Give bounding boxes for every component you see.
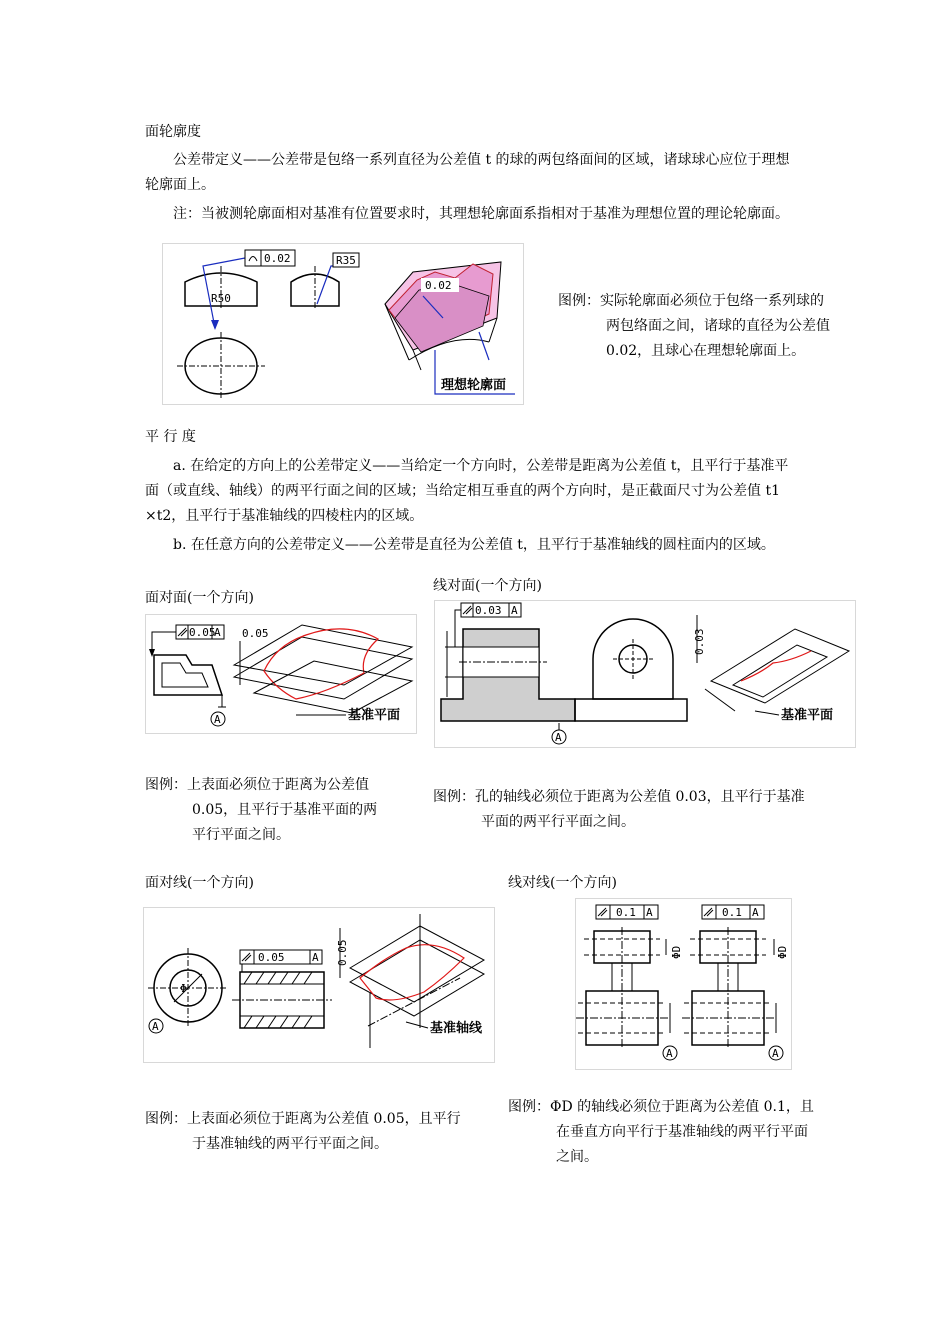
zone-tolerance: 0.02 <box>425 279 452 292</box>
frame-value: 0.1 <box>616 906 636 919</box>
datum-plane-label: 基准平面 <box>348 708 401 723</box>
datum-a: A <box>214 713 221 726</box>
section-title-surface-profile: 面轮廓度 <box>145 124 201 140</box>
subsection-title: 线对面(一个方向) <box>433 578 542 594</box>
frame-datum: A <box>646 906 653 919</box>
frame-datum: A <box>752 906 759 919</box>
frame-datum: A <box>511 604 518 617</box>
example-line: 于基准轴线的两平行平面之间。 <box>192 1136 388 1152</box>
r35-label: R35 <box>336 254 356 267</box>
definition-line: a. 在给定的方向上的公差带定义——当给定一个方向时，公差带是距离为公差值 t，且平行于基准平 <box>173 458 789 474</box>
subsection-title: 面对线(一个方向) <box>145 875 254 891</box>
definition-line: 面（或直线、轴线）的两平行面之间的区域；当给定相互垂直的两个方向时，是正截面尺寸为公差值 t1 <box>145 483 780 499</box>
datum-axis-label: 基准轴线 <box>430 1021 483 1036</box>
note-line: 注：当被测轮廓面相对基准有位置要求时，其理想轮廓面系指相对于基准为理想位置的理论轮廓面。 <box>173 206 789 222</box>
phi-d-label: ΦD <box>670 945 683 959</box>
definition-line: 公差带定义——公差带是包络一系列直径为公差值 t 的球的两包络面间的区域，诸球球心应位于理想 <box>173 152 790 168</box>
example-line: 图例：ΦD 的轴线必须位于距离为公差值 0.1，且 <box>508 1099 814 1115</box>
dimension-value: 0.05 <box>336 939 349 966</box>
datum-a: A <box>666 1047 673 1060</box>
section-title-parallelism: 平 行 度 <box>145 429 196 445</box>
subsection-title: 线对线(一个方向) <box>508 875 617 891</box>
definition-line: ×t2，且平行于基准轴线的四棱柱内的区域。 <box>145 508 424 524</box>
example-line: 图例：实际轮廓面必须位于包络一系列球的 <box>558 293 824 309</box>
r50-label: R50 <box>211 292 231 305</box>
frame-datum: A <box>214 626 221 639</box>
datum-a: A <box>152 1020 159 1033</box>
example-line: 图例：上表面必须位于距离为公差值 0.05，且平行 <box>145 1111 461 1127</box>
ideal-profile-label: 理想轮廓面 <box>441 378 507 393</box>
line-to-line-figure <box>575 898 792 1070</box>
frame-value: 0.05 <box>258 951 285 964</box>
example-line: 两包络面之间，诸球的直径为公差值 <box>606 318 830 334</box>
surface-profile-figure <box>162 243 524 405</box>
example-line: 平面的两平行平面之间。 <box>481 814 635 830</box>
tolerance-value: 0.02 <box>264 252 291 265</box>
dimension-value: 0.03 <box>693 628 706 655</box>
subsection-title: 面对面(一个方向) <box>145 590 254 606</box>
frame-value: 0.1 <box>722 906 742 919</box>
svg-text:Φ: Φ <box>180 982 187 995</box>
datum-a: A <box>772 1047 779 1060</box>
frame-datum: A <box>312 951 319 964</box>
example-line: 0.05，且平行于基准平面的两 <box>192 802 378 818</box>
line-to-surface-figure <box>434 600 856 748</box>
surface-to-surface-figure <box>145 614 417 734</box>
datum-a: A <box>555 731 562 744</box>
example-line: 0.02，且球心在理想轮廓面上。 <box>606 343 806 359</box>
frame-value: 0.05 <box>189 626 216 639</box>
dimension-value: 0.05 <box>242 627 269 640</box>
phi-d-label: ΦD <box>776 945 789 959</box>
example-line: 之间。 <box>556 1149 598 1165</box>
example-line: 在垂直方向平行于基准轴线的两平行平面 <box>556 1124 808 1140</box>
definition-line: 轮廓面上。 <box>145 177 215 193</box>
surface-to-line-figure <box>143 907 495 1063</box>
example-line: 平行平面之间。 <box>192 827 290 843</box>
example-line: 图例：上表面必须位于距离为公差值 <box>145 777 369 793</box>
definition-line: b. 在任意方向的公差带定义——公差带是直径为公差值 t，且平行于基准轴线的圆柱面内的区域。 <box>173 537 775 553</box>
example-line: 图例：孔的轴线必须位于距离为公差值 0.03，且平行于基准 <box>433 789 805 805</box>
datum-plane-label: 基准平面 <box>781 708 834 723</box>
frame-value: 0.03 <box>475 604 502 617</box>
